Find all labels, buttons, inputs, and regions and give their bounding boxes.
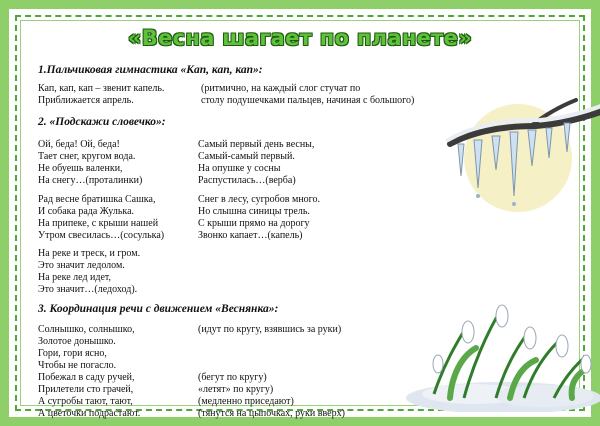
riddle-line: На припеке, с крыши нашей	[38, 218, 159, 229]
section2-heading: 2. «Подскажи словечко»:	[38, 116, 166, 128]
riddle-line: Распустилась…(верба)	[198, 175, 296, 186]
section1-note: (ритмично, на каждый слог стучат по	[201, 83, 361, 94]
rhyme-note: «летят» по кругу)	[198, 384, 274, 395]
riddle-line: И собака рада Жулька.	[38, 206, 135, 217]
snowdrops-illustration	[404, 294, 600, 412]
rhyme-note: (тянутся на цыпочках, руки вверх)	[198, 408, 345, 419]
rhyme-line: А цветочки подрастают.	[38, 408, 141, 419]
document-page	[18, 14, 582, 419]
riddle-line: Рад весне братишка Сашка,	[38, 194, 156, 205]
riddle-line: На снегу…(проталинки)	[38, 175, 143, 186]
riddle-line: Но слышна синицы трель.	[198, 206, 310, 217]
rhyme-line: Гори, гори ясно,	[38, 348, 107, 359]
rhyme-note: (бегут по кругу)	[198, 372, 267, 383]
rhyme-line: А сугробы тают, тают,	[38, 396, 133, 407]
section1-line: Приближается апрель.	[38, 95, 134, 106]
page-title: «Весна шагает по планете»	[127, 26, 473, 50]
riddle-line: На реке лед идет,	[38, 272, 112, 283]
rhyme-line: Чтобы не погасло.	[38, 360, 117, 371]
riddle-line: Тает снег, кругом вода.	[38, 151, 136, 162]
icicles-illustration	[436, 96, 600, 212]
section3-heading: 3. Координация речи с движением «Веснянка»:	[38, 303, 279, 315]
riddle-line: Утром свесилась…(сосулька)	[38, 230, 165, 241]
riddle-line: С крыши прямо на дорогу	[198, 218, 310, 229]
riddle-line: На реке и треск, и гром.	[38, 248, 141, 259]
riddle-line: Самый-самый первый.	[198, 151, 295, 162]
riddle-line: Снег в лесу, сугробов много.	[198, 194, 321, 205]
section1-heading: 1.Пальчиковая гимнастика «Кап, кап, кап»:	[38, 64, 263, 76]
rhyme-line: Побежал в саду ручей,	[38, 372, 135, 383]
riddle-line: Не обуешь валенки,	[38, 163, 123, 174]
riddle-line: Это значит ледолом.	[38, 260, 125, 271]
riddle-line: Это значит…(ледоход).	[38, 284, 138, 295]
riddle-line: Самый первый день весны,	[198, 139, 315, 150]
rhyme-note: (медленно приседают)	[198, 396, 294, 407]
rhyme-line: Золотое донышко.	[38, 336, 116, 347]
riddle-line: Ой, беда! Ой, беда!	[38, 139, 120, 150]
section1-note: столу подушечками пальцев, начиная с большого)	[201, 95, 415, 106]
rhyme-line: Солнышко, солнышко,	[38, 324, 135, 335]
rhyme-line: Прилетели сто грачей,	[38, 384, 134, 395]
riddle-line: На опушке у сосны	[198, 163, 281, 174]
rhyme-note: (идут по кругу, взявшись за руки)	[198, 324, 342, 335]
section1-line: Кап, кап, кап – звенит капель.	[38, 83, 165, 94]
riddle-line: Звонко капает…(капель)	[198, 230, 303, 241]
